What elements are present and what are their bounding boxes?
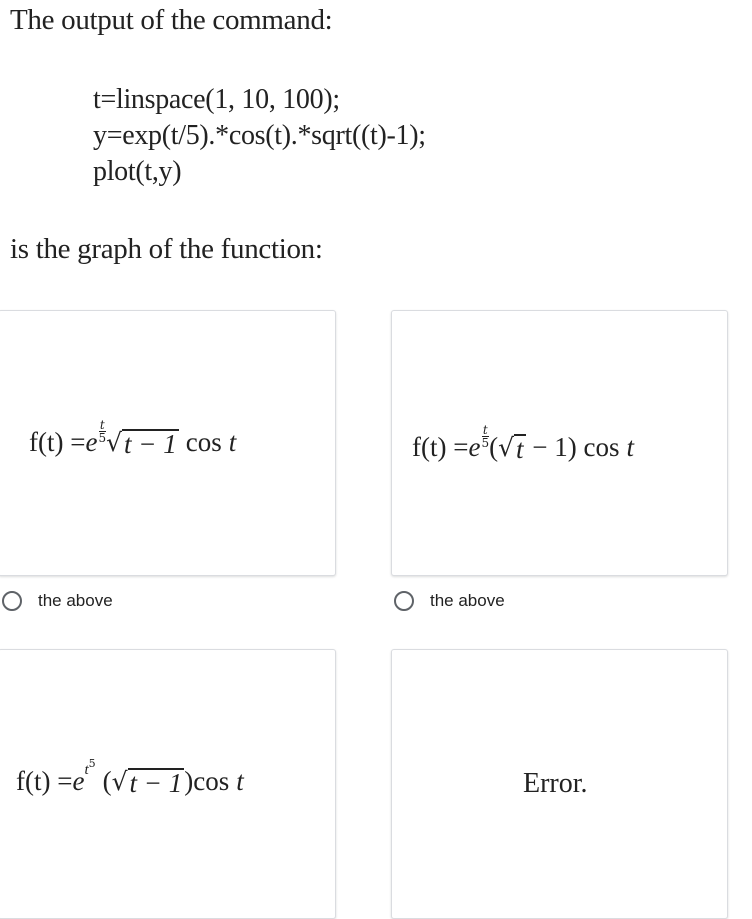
code-line: plot(t,y)	[93, 156, 182, 187]
radio-button[interactable]	[2, 591, 22, 611]
sqrt: √ t − 1	[111, 767, 183, 798]
formula-a	[29, 418, 237, 459]
option-card-c[interactable]	[0, 649, 336, 919]
exponent-fraction	[481, 424, 489, 449]
sqrt: √ t	[498, 433, 524, 464]
exponent-numerator: t	[482, 423, 488, 437]
formula-base: e	[468, 432, 481, 462]
formula-c	[16, 757, 244, 798]
formula-cos: cos	[583, 432, 620, 462]
formula-lhs: f(t) =	[412, 432, 469, 462]
question-subtitle: is the graph of the function:	[10, 233, 323, 265]
radicand: t − 1	[124, 429, 177, 459]
open-paren: (	[489, 432, 499, 462]
open-paren: (	[102, 766, 112, 796]
choice-b[interactable]	[394, 591, 505, 611]
exponent-fraction	[98, 419, 106, 444]
formula-base: e	[72, 766, 85, 796]
formula-lhs: f(t) =	[29, 427, 86, 457]
exponent-numerator: t	[99, 418, 105, 432]
option-card-a[interactable]	[0, 310, 336, 576]
exponent-denominator: 5	[98, 431, 107, 445]
code-line: y=exp(t/5).*cos(t).*sqrt((t)-1);	[93, 120, 426, 151]
choice-label: the above	[38, 591, 113, 610]
formula-cos: cos	[193, 766, 230, 796]
formula-b	[412, 423, 635, 464]
exponent-denominator: 5	[481, 436, 490, 450]
exponent-power: 5	[88, 757, 96, 770]
formula-var: t	[236, 766, 244, 796]
choice-label: the above	[430, 591, 505, 610]
formula-var: t	[626, 432, 635, 462]
close-paren: )	[184, 766, 194, 796]
formula-var: t	[228, 427, 237, 457]
code-block	[93, 82, 426, 190]
code-line: t=linspace(1, 10, 100);	[93, 84, 340, 115]
error-text: Error.	[523, 768, 588, 799]
option-card-b[interactable]	[391, 310, 728, 576]
formula-lhs: f(t) =	[16, 766, 73, 796]
sqrt: √ t − 1	[106, 428, 177, 459]
formula-cos: cos	[185, 427, 222, 457]
formula-base: e	[85, 427, 98, 457]
choice-a[interactable]	[2, 591, 113, 611]
question-title: The output of the command:	[10, 4, 333, 36]
radicand: t	[516, 434, 524, 464]
exponent-var: t	[84, 762, 89, 778]
minus-one: − 1)	[525, 432, 584, 462]
radio-button[interactable]	[394, 591, 414, 611]
radicand: t − 1	[129, 768, 183, 798]
option-card-d[interactable]	[391, 649, 728, 919]
